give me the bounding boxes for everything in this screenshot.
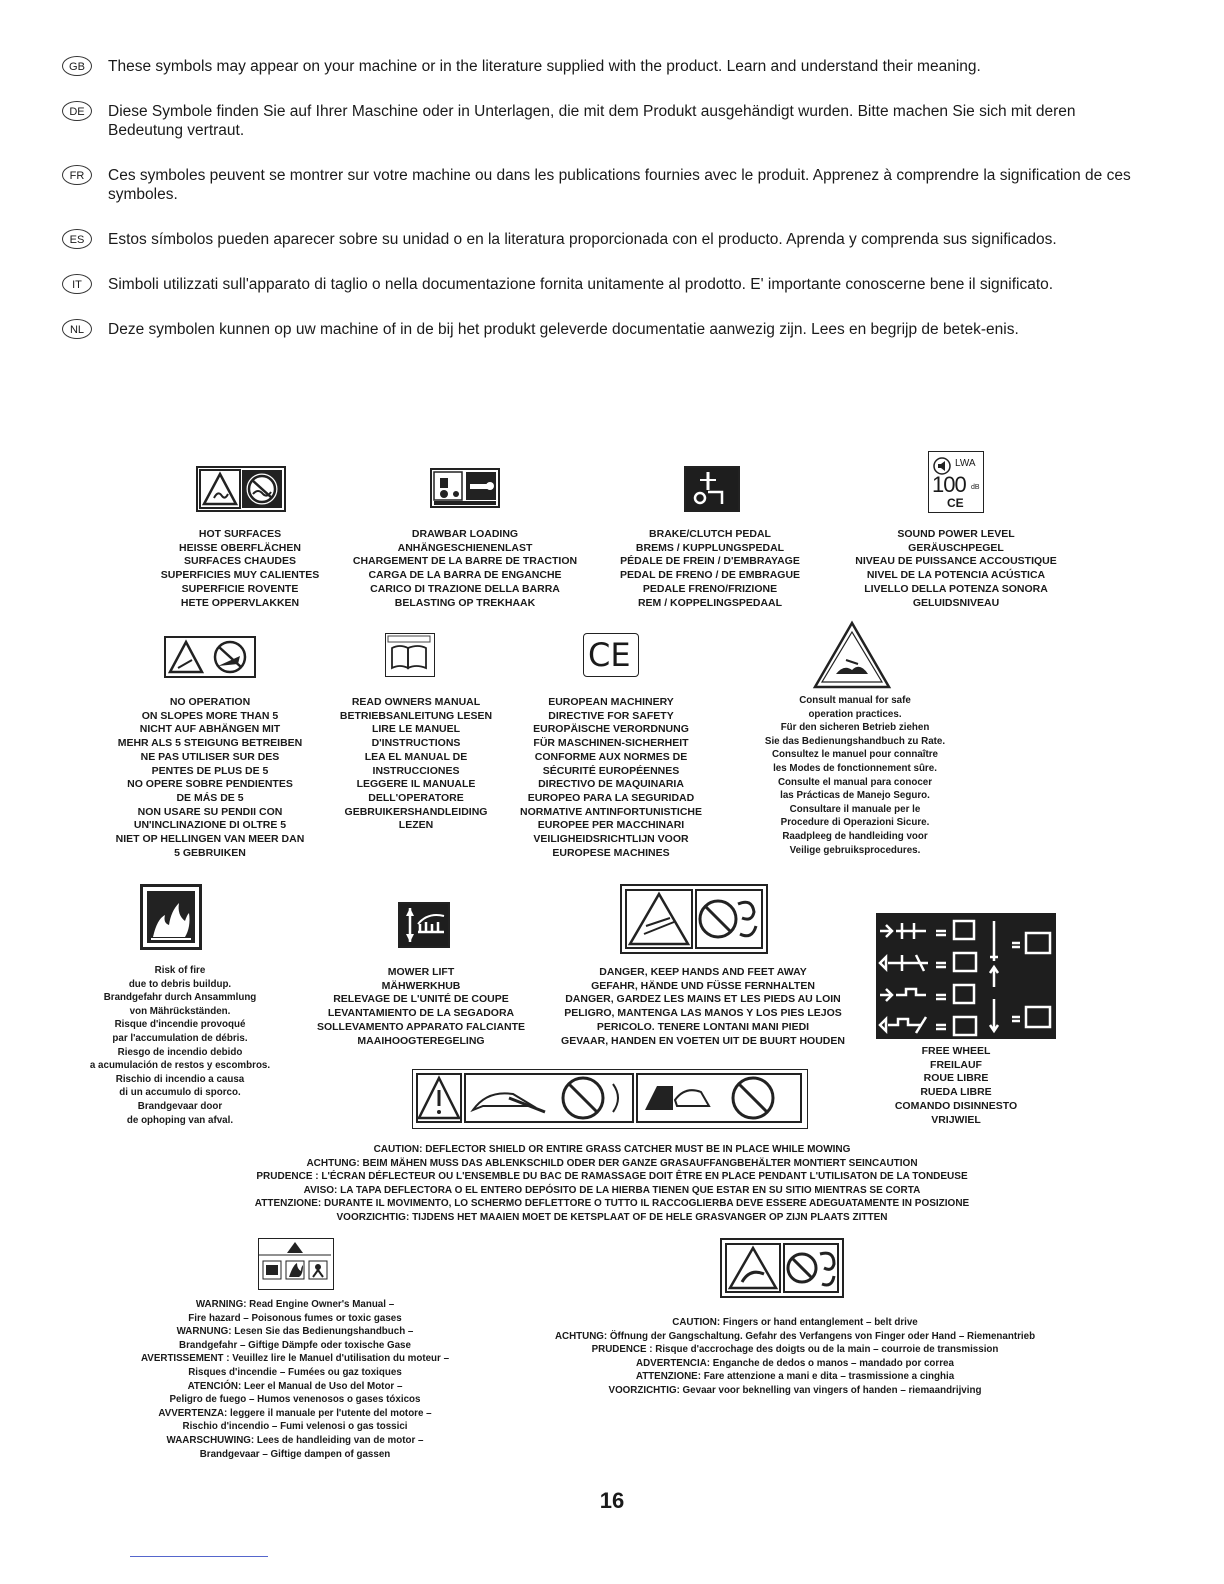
lang-badge-fr: FR xyxy=(62,165,92,185)
no-slopes-icon xyxy=(164,636,256,678)
brake-caption: BRAKE/CLUTCH PEDAL BREMS / KUPPLUNGSPEDAL PÉDALE DE FREIN / D'EMBRAYAGE PEDAL DE FRENO / DE EMBRAGUE PEDALE FRENO/FRIZIONE REM / KOPPELINGSPEDAAL xyxy=(619,528,801,609)
sound-caption: SOUND POWER LEVEL GERÄUSCHPEGEL NIVEAU DE PUISSANCE ACCOUSTIQUE NIVEL DE LA POTENCIA ACÚSTICA LIVELLO DELLA POTENZA SONORA GELUIDSNIVEAU xyxy=(855,528,1057,609)
read-manual-icon xyxy=(385,633,435,677)
fire-risk-icon xyxy=(140,884,202,950)
fire-caption: Risk of fire due to debris buildup. Brandgefahr durch Ansammlung von Mährückständen. Risque d'incendie provoqué par l'accumulation de débris. Riesgo de incendio debido a acumulación de restos y escombros. Rischio di incendio a causa di un accumulo di sporco. Brandgevaar door de ophoping van afval. xyxy=(89,965,271,1126)
ce-mark-small: CE xyxy=(947,496,964,510)
deflector-shield-warning-icon xyxy=(412,1069,808,1129)
intro-section xyxy=(62,57,1142,339)
deflector-caption: CAUTION: DEFLECTOR SHIELD OR ENTIRE GRASS CATCHER MUST BE IN PLACE WHILE MOWING ACHTUNG: BEIM MÄHEN MUSS DAS ABLENKSCHILD ODER DER GANZE GRASAUFFANGBEHÄLTER MONTIERT SEINCAUTION PRUDENCE : L'ÉCRAN DÉFLECTEUR OU L'ENSEMBLE DU BAC DE RAMASSAGE DOIT ÊTRE EN PLACE PENDANT L'UTILISATON DE LA TONDEUSE AVISO: LA TAPA DEFLECTORA O EL ENTERO DEPÓSITO DE LA HIERBA TIENEN QUE ESTAR EN SU SITIO MIENTRAS SE CORTA ATTENZIONE: DURANTE IL MOVIMENTO, LO SCHERMO DEFLETTORE O TUTTO IL RACCOGLIERBA DEVE ESSERE ADEGUATAMENTE IN POSIZIONE VOORZICHTIG: TIJDENS HET MAAIEN MOET DE KETSPLAAT OF DE HELE GRASVANGER OP ZIJN PLAATS ZITTEN xyxy=(254,1144,970,1223)
lang-badge-nl: NL xyxy=(62,319,92,339)
manual-caption: READ OWNERS MANUAL BETRIEBSANLEITUNG LESEN LIRE LE MANUEL D'INSTRUCTIONS LEA EL MANUAL DE INSTRUCCIONES LEGGERE IL MANUALE DELL'OPERATORE GEBRUIKERSHANDLEIDING LEZEN xyxy=(339,696,493,832)
engine-caption: WARNING: Read Engine Owner's Manual – Fire hazard – Poisonous fumes or toxic gases WARNUNG: Lesen Sie das Bedienungshandbuch – Brandgefahr – Giftige Dämpfe oder toxische Gase AVERTISSEMENT : Veuillez lire le Manuel d'utilisation du moteur – Risques d'incendie – Fumées ou gaz toxiques ATENCIÓN: Leer el Manual de Uso del Motor – Peligro de fuego – Humos venenosos o gases tóxicos AVVERTENZA: leggere il manuale per l'utente del motore – Rischio d'incendio – Fumi velenosi o gas tossici WAARSCHUWING: Lees de handleiding van de motor – Brandgevaar – Giftige dampen of gassen xyxy=(140,1299,450,1460)
slopes-caption: NO OPERATION ON SLOPES MORE THAN 5 NICHT AUF ABHÄNGEN MIT MEHR ALS 5 STEIGUNG BETREIBEN NE PAS UTILISER SUR DES PENTES DE PLUS DE 5 NO OPERE SOBRE PENDIENTES DE MÁS DE 5 NON USARE SU PENDII CON UN'INCLINAZIONE DI OLTRE 5 NIET OP HELLINGEN VAN MEER DAN 5 GEBRUIKEN xyxy=(115,696,305,859)
hot-surfaces-caption: HOT SURFACES HEISSE OBERFLÄCHEN SURFACES CHAUDES SUPERFICIES MUY CALIENTES SUPERFICIE ROVENTE HETE OPPERVLAKKEN xyxy=(160,528,320,609)
intro-text: Simboli utilizzati sull'apparato di taglio o nella documentazione fornita unitamente al prodotto. E' importante conoscerne bene il significato. xyxy=(108,276,1054,293)
sound-power-level-icon xyxy=(928,451,984,513)
danger-caption: DANGER, KEEP HANDS AND FEET AWAY GEFAHR, HÄNDE UND FÜSSE FERNHALTEN DANGER, GARDEZ LES MAINS ET LES PIEDS AU LOIN PELIGRO, MANTENGA LAS MANOS Y LOS PIES LEJOS PERICOLO. TENERE LONTANI MANI PIEDI GEVAAR, HANDEN EN VOETEN UIT DE BUURT HOUDEN xyxy=(561,966,845,1047)
intro-text: Deze symbolen kunnen op uw machine of in de bij het produkt geleverde documentatie aanwezig zijn. Lees en begrijp de betek-enis. xyxy=(108,321,1019,338)
keep-hands-feet-away-icon xyxy=(620,884,768,954)
engine-warning-icon xyxy=(258,1238,334,1290)
intro-gb xyxy=(62,57,1142,76)
lang-badge-it: IT xyxy=(62,274,92,294)
lang-badge-de: DE xyxy=(62,101,92,121)
belt-drive-caution-icon xyxy=(720,1238,844,1298)
intro-fr xyxy=(62,166,1142,204)
ce-caption: EUROPEAN MACHINERY DIRECTIVE FOR SAFETY EUROPÄISCHE VERORDNUNG FÜR MASCHINEN-SICHERHEIT CONFORME AUX NORMES DE SÉCURITÉ EUROPÉENNES DIRECTIVO DE MAQUINARIA EUROPEO PARA LA SEGURIDAD NORMATIVE ANTINFORTUNISTICHE EUROPEE PER MACCHINARI VEILIGHEIDSRICHTLIJN VOOR EUROPESE MACHINES xyxy=(520,696,702,859)
lang-badge-gb: GB xyxy=(62,56,92,76)
page-number: 16 xyxy=(599,1488,625,1513)
lang-badge-es: ES xyxy=(62,229,92,249)
belt-caption: CAUTION: Fingers or hand entanglement – belt drive ACHTUNG: Öffnung der Gangschaltung. Gefahr des Verfangens von Finger oder Hand – Riemenantrieb PRUDENCE : Risque d'accrochage des doigts ou de la main – courroie de transmission ADVERTENCIA: Enganche de dedos o manos – mandado por correa ATTENZIONE: Fare attenzione a mani e dita – trasmissione a cinghia VOORZICHTIG: Gevaar voor beknelling van vingers of handen – riemaandrijving xyxy=(554,1317,1036,1396)
hot-surfaces-icon xyxy=(196,466,286,512)
intro-text: These symbols may appear on your machine or in the literature supplied with the product. Learn and understand their meaning. xyxy=(108,58,981,75)
intro-it xyxy=(62,275,1142,294)
ce-mark: CE xyxy=(588,636,631,674)
consult-caption: Consult manual for safe operation practices. Für den sicheren Betrieb ziehen Sie das Bedienungshandbuch zu Rate. Consultez le manuel pour connaître les Modes de fonctionnement sûre. Consulte el manual para conocer las Prácticas de Manejo Seguro. Consultare il manuale per le Procedure di Operazioni Sicure. Raadpleeg de handleiding voor Veilige gebruiksprocedures. xyxy=(764,695,946,856)
free-wheel-icon xyxy=(876,913,1056,1039)
consult-manual-warning-icon xyxy=(812,620,892,690)
sound-value: 100 xyxy=(932,472,966,497)
intro-text: Estos símbolos pueden aparecer sobre su unidad o en la literatura proporcionada con el producto. Aprenda y comprenda sus significados. xyxy=(108,231,1057,248)
lwa-label: LWA xyxy=(955,458,976,469)
footer-rule xyxy=(130,1556,268,1557)
ce-mark-icon xyxy=(583,633,639,677)
intro-text: Ces symboles peuvent se montrer sur votre machine ou dans les publications fournies avec le produit. Apprenez à comprendre la signification de ces symboles. xyxy=(108,167,1131,203)
drawbar-loading-icon xyxy=(430,468,500,508)
mower-lift-icon xyxy=(398,902,450,948)
intro-text: Diese Symbole finden Sie auf Ihrer Maschine oder in Unterlagen, die mit dem Produkt ausgehändigt wurden. Bitte machen Sie sich mit deren Bedeutung vertraut. xyxy=(108,103,1076,139)
lift-caption: MOWER LIFT MÄHWERKHUB RELEVAGE DE L'UNITÉ DE COUPE LEVANTAMIENTO DE LA SEGADORA SOLLEVAMENTO APPARATO FALCIANTE MAAIHOOGTEREGELING xyxy=(316,966,526,1047)
intro-nl xyxy=(62,320,1142,339)
freewheel-caption: FREE WHEEL FREILAUF ROUE LIBRE RUEDA LIBRE COMANDO DISINNESTO VRIJWIEL xyxy=(894,1045,1018,1126)
intro-es xyxy=(62,230,1142,249)
intro-de xyxy=(62,102,1142,140)
sound-unit: dB xyxy=(971,484,980,491)
brake-clutch-pedal-icon xyxy=(684,466,740,512)
drawbar-caption: DRAWBAR LOADING ANHÄNGESCHIENENLAST CHARGEMENT DE LA BARRE DE TRACTION CARGA DE LA BARRA DE ENGANCHE CARICO DI TRAZIONE DELLA BARRA BELASTING OP TREKHAAK xyxy=(352,528,578,609)
